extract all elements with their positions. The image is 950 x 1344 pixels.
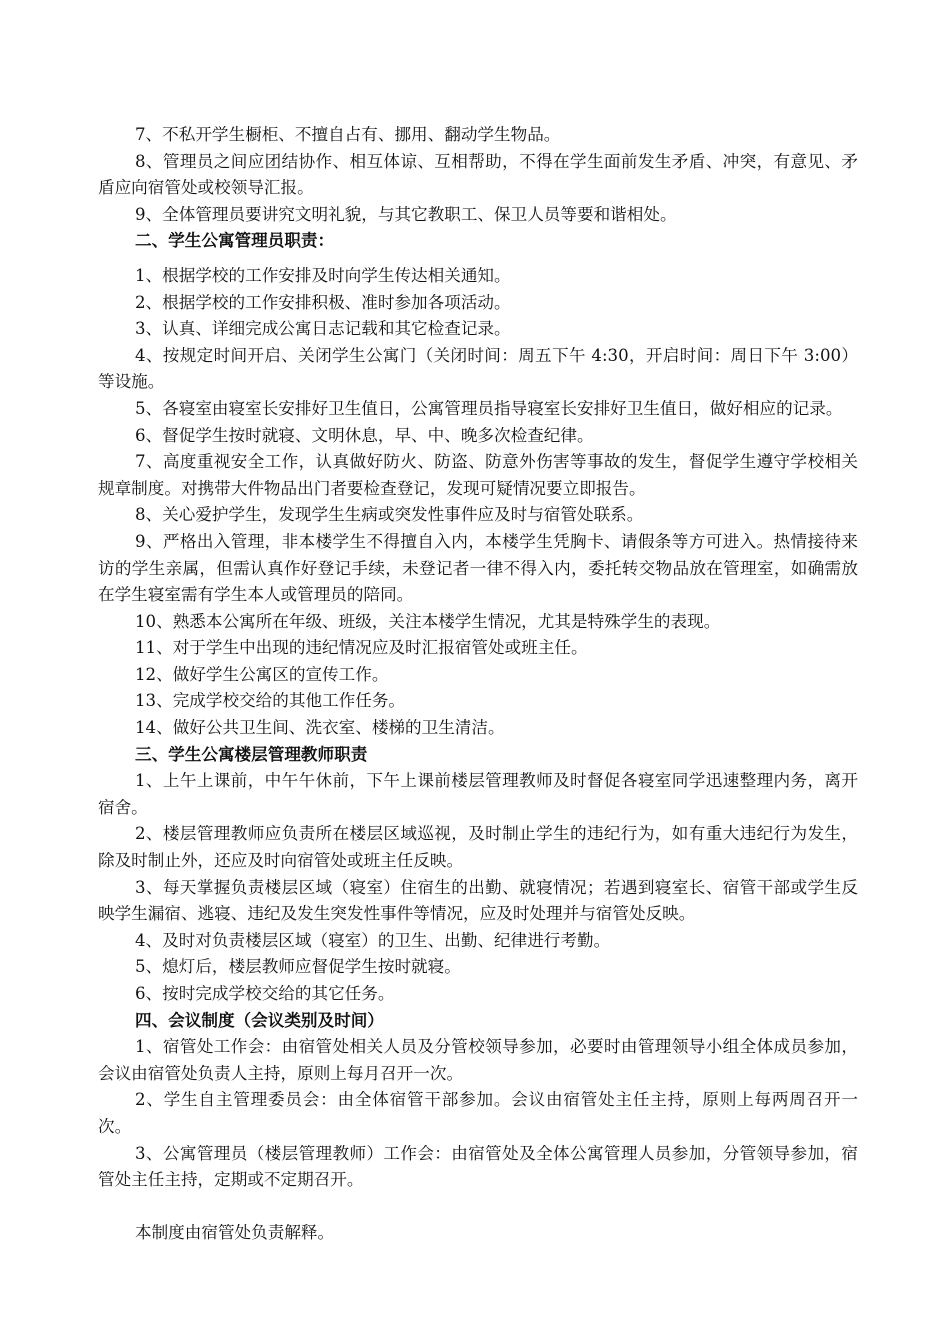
- list-item: 3、公寓管理员（楼层管理教师）工作会：由宿管处及全体公寓管理人员参加，分管领导参加，宿管处主任主持，定期或不定期召开。: [98, 1143, 858, 1190]
- section-4: [98, 1008, 858, 1194]
- list-item: 8、关心爱护学生，发现学生生病或突发性事件应及时与宿管处联系。: [135, 505, 644, 525]
- list-item: 9、严格出入管理，非本楼学生不得擅自入内，本楼学生凭胸卡、请假条等方可进入。热情接待来访的学生亲属，但需认真作好登记手续，未登记者一律不得入内，委托转交物品放在管理室，如确需放在学生寝室需有学生本人或管理员的陪同。: [98, 531, 858, 605]
- section-heading: 四、会议制度（会议类别及时间）: [135, 1010, 384, 1030]
- list-item: 6、督促学生按时就寝、文明休息，早、中、晚多次检查纪律。: [135, 425, 594, 445]
- section-heading: 二、学生公寓管理员职责：: [135, 231, 335, 251]
- section-2: [98, 228, 858, 741]
- list-item: 1、上午上课前，中午午休前，下午上课前楼层管理教师及时督促各寝室同学迅速整理内务，离开宿舍。: [98, 771, 858, 817]
- list-item: 2、根据学校的工作安排积极、准时参加各项活动。: [135, 292, 511, 312]
- list-item: 3、每天掌握负责楼层区域（寝室）住宿生的出勤、就寝情况；若遇到寝室长、宿管干部或学生反映学生漏宿、逃寝、违纪及发生突发性事件等情况，应及时处理并与宿管处反映。: [98, 877, 858, 924]
- list-item: 1、根据学校的工作安排及时向学生传达相关通知。: [135, 265, 511, 285]
- list-item: 5、熄灯后，楼层教师应督促学生按时就寝。: [135, 957, 461, 977]
- document-page: [98, 122, 858, 1246]
- list-item: 8、管理员之间应团结协作、相互体谅、互相帮助，不得在学生面前发生矛盾、冲突，有意见、矛盾应向宿管处或校领导汇报。: [98, 151, 858, 198]
- list-item: 10、熟悉本公寓所在年级、班级，关注本楼学生情况，尤其是特殊学生的表现。: [135, 611, 721, 631]
- list-item: 1、宿管处工作会：由宿管处相关人员及分管校领导参加，必要时由管理领导小组全体成员参加，会议由宿管处负责人主持，原则上每月召开一次。: [98, 1037, 858, 1083]
- list-item: 9、全体管理员要讲究文明礼貌，与其它教职工、保卫人员等要和谐相处。: [135, 204, 677, 224]
- list-item: 13、完成学校交给的其他工作任务。: [135, 691, 406, 711]
- list-item: 4、按规定时间开启、关闭学生公寓门（关闭时间：周五下午 4:30，开启时间：周日下午 3:00）等设施。: [98, 345, 858, 392]
- list-item: 6、按时完成学校交给的其它任务。: [135, 984, 395, 1003]
- list-item: 4、及时对负责楼层区域（寝室）的卫生、出勤、纪律进行考勤。: [135, 930, 611, 950]
- section-heading: 三、学生公寓楼层管理教师职责: [135, 744, 368, 764]
- list-item: 3、认真、详细完成公寓日志记载和其它检查记录。: [135, 319, 511, 339]
- list-item: 12、做好学生公寓区的宣传工作。: [135, 664, 389, 684]
- list-item: 7、不私开学生橱柜、不擅自占有、挪用、翻动学生物品。: [135, 125, 561, 144]
- section-3: [98, 742, 858, 1008]
- list-item: 2、学生自主管理委员会：由全体宿管干部参加。会议由宿管处主任主持，原则上每两周召开一次。: [98, 1090, 858, 1136]
- list-item: 14、做好公共卫生间、洗衣室、楼梯的卫生清洁。: [135, 718, 505, 738]
- list-item: 7、高度重视安全工作，认真做好防火、防盗、防意外伤害等事故的发生，督促学生遵守学校相关规章制度。对携带大件物品出门者要检查登记，发现可疑情况要立即报告。: [98, 452, 858, 498]
- section-continuation: [98, 122, 858, 228]
- closing-note: 本制度由宿管处负责解释。: [135, 1222, 335, 1242]
- list-item: 11、对于学生中出现的违纪情况应及时汇报宿管处或班主任。: [135, 638, 588, 658]
- list-item: 2、楼层管理教师应负责所在楼层区域巡视，及时制止学生的违纪行为，如有重大违纪行为发生，除及时制止外，还应及时向宿管处或班主任反映。: [98, 824, 858, 871]
- list-item: 5、各寝室由寝室长安排好卫生值日，公寓管理员指导寝室长安排好卫生值日，做好相应的记录。: [135, 398, 843, 418]
- spacer: [98, 255, 858, 263]
- spacer: [98, 1194, 858, 1220]
